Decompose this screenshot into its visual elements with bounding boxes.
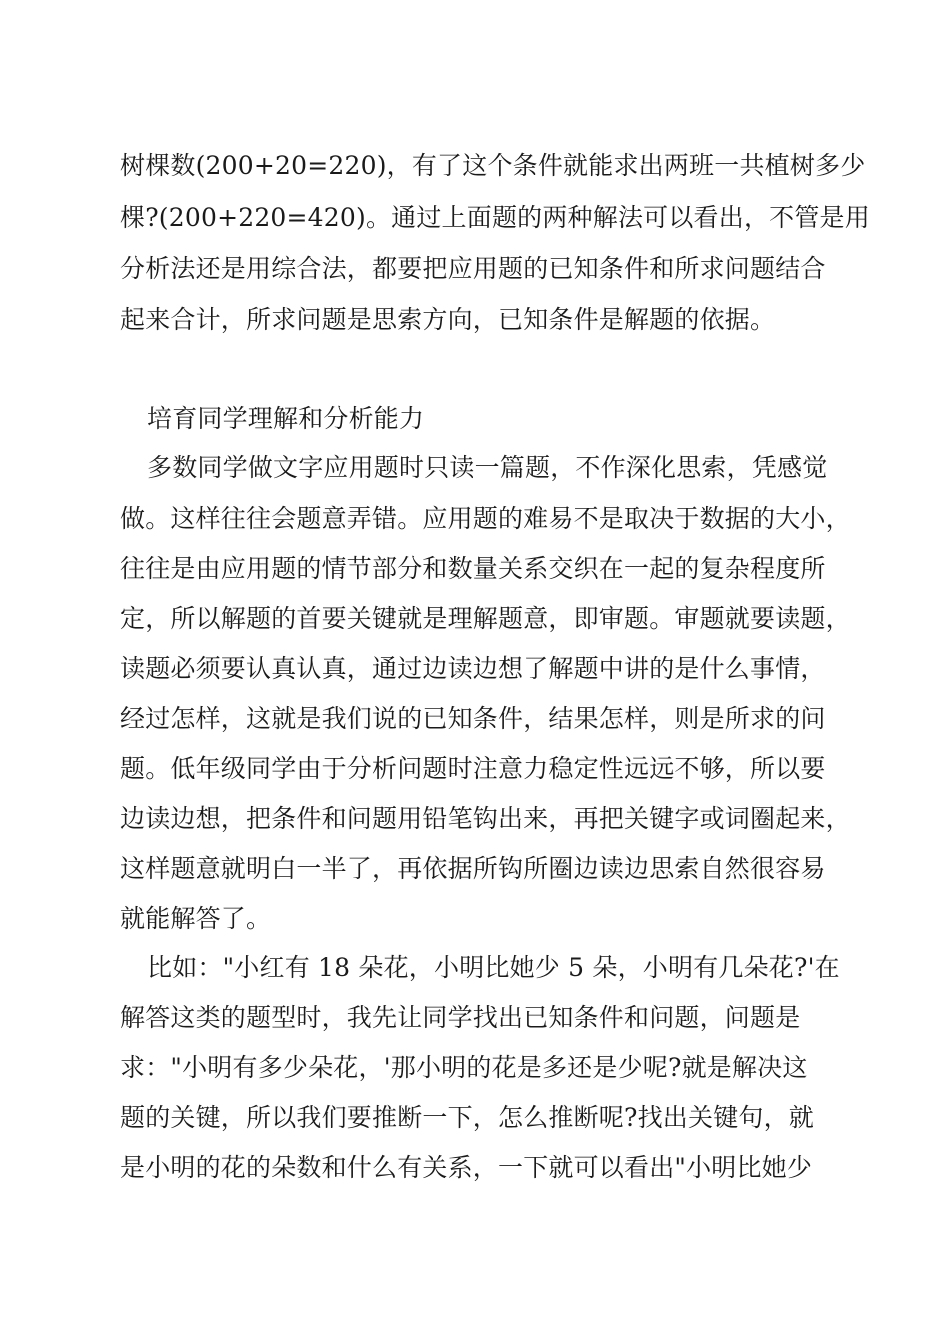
paragraph-3-line-5: 是小明的花的朵数和什么有关系，一下就可以看出"小明比她少: [120, 1153, 813, 1182]
paragraph-1-line-1: 树棵数(200+20=220)，有了这个条件就能求出两班一共植树多少: [120, 151, 866, 180]
paragraph-3-line-3: 求："小明有多少朵花，'那小明的花是多还是少呢?就是解决这: [120, 1053, 808, 1082]
paragraph-2-line-8: 边读边想，把条件和问题用铅笔钩出来，再把关键字或词圈起来，: [120, 804, 851, 833]
paragraph-2-line-1: 多数同学做文字应用题时只读一篇题，不作深化思索，凭感觉: [147, 453, 828, 482]
paragraph-3-line-4: 题的关键，所以我们要推断一下，怎么推断呢?找出关键句，就: [120, 1103, 815, 1132]
paragraph-2-line-4: 定，所以解题的首要关键就是理解题意，即审题。审题就要读题，: [120, 604, 851, 633]
paragraph-2-line-2: 做。这样往往会题意弄错。应用题的难易不是取决于数据的大小，: [120, 504, 851, 533]
paragraph-2-line-3: 往往是由应用题的情节部分和数量关系交织在一起的复杂程度所: [120, 554, 826, 583]
paragraph-2-line-7: 题。低年级同学由于分析问题时注意力稳定性远远不够，所以要: [120, 754, 826, 783]
paragraph-2-line-5: 读题必须要认真认真，通过边读边想了解题中讲的是什么事情，: [120, 654, 826, 683]
paragraph-3-line-1: 比如："小红有 18 朵花，小明比她少 5 朵，小明有几朵花?'在: [147, 953, 840, 982]
paragraph-2-line-10: 就能解答了。: [120, 904, 272, 933]
paragraph-1-line-4: 起来合计，所求问题是思索方向，已知条件是解题的依据。: [120, 305, 776, 334]
paragraph-1-line-3: 分析法还是用综合法，都要把应用题的已知条件和所求问题结合: [120, 254, 826, 283]
section-heading: 培育同学理解和分析能力: [147, 404, 425, 433]
paragraph-2-line-6: 经过怎样，这就是我们说的已知条件，结果怎样，则是所求的问: [120, 704, 826, 733]
paragraph-3-line-2: 解答这类的题型时，我先让同学找出已知条件和问题，问题是: [120, 1003, 801, 1032]
paragraph-2-line-9: 这样题意就明白一半了，再依据所钩所圈边读边思索自然很容易: [120, 854, 826, 883]
paragraph-1-line-2: 棵?(200+220=420)。通过上面题的两种解法可以看出，不管是用: [120, 203, 870, 232]
